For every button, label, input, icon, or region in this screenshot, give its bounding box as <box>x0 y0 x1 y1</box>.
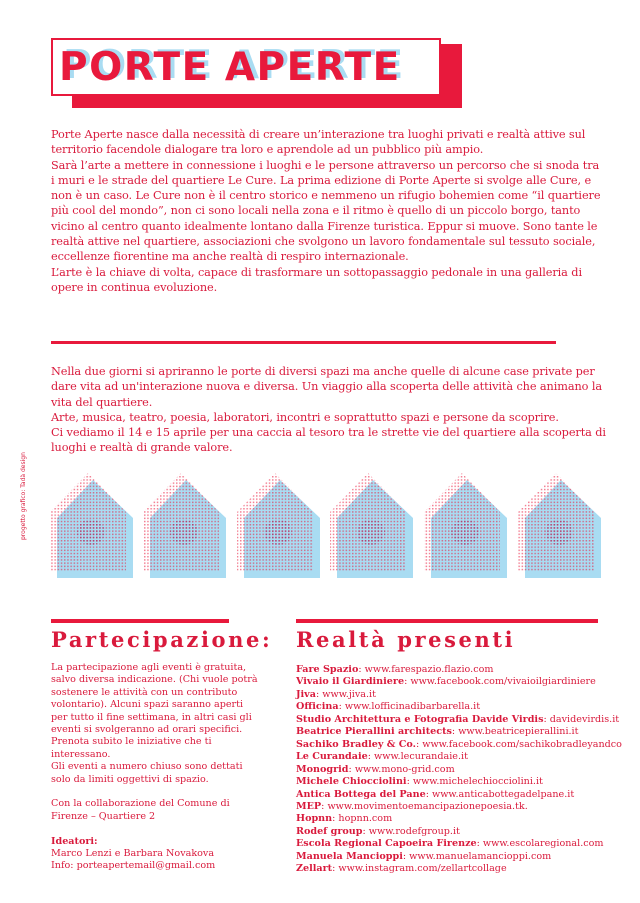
intro-text <box>51 127 606 295</box>
separator-colon: : <box>358 664 365 675</box>
separator-colon: : <box>332 813 339 825</box>
event-days-text <box>51 364 606 456</box>
separator-colon: : <box>367 751 375 763</box>
house-window <box>77 519 105 545</box>
realta-name: Manuela Mancioppi <box>296 850 403 862</box>
page-title: PORTE APERTE <box>59 45 401 90</box>
list-item <box>296 764 616 776</box>
ideatori-label: Ideatori: <box>51 835 98 847</box>
partecipazione-bar <box>51 619 229 623</box>
realta-name: Beatrice Pierallini architects <box>296 726 452 738</box>
realta-name: Studio Architettura e Fotografia Davide Virdis <box>296 713 544 725</box>
list-item <box>296 789 616 801</box>
list-item <box>296 751 616 763</box>
house-icon <box>518 473 601 578</box>
realta-link[interactable]: www.beatricepierallini.it <box>458 726 579 738</box>
realta-name: Monogrid <box>296 763 349 775</box>
list-item <box>296 801 616 813</box>
list-item <box>296 664 616 676</box>
house-window <box>357 519 385 545</box>
list-item <box>296 826 616 838</box>
list-item <box>296 676 616 688</box>
list-item <box>296 738 622 751</box>
realta-link[interactable]: hopnn.com <box>338 813 393 825</box>
realta-name: Zellart <box>296 863 333 875</box>
houses-illustration <box>0 460 640 590</box>
separator-colon: : <box>321 800 328 812</box>
list-item <box>296 689 616 701</box>
house-icon <box>143 473 226 578</box>
separator-colon: : <box>425 788 432 800</box>
design-credit: progetto grafico: Tadà design <box>20 452 27 540</box>
realta-name: Sachiko Bradley & Co. <box>296 738 416 750</box>
separator-colon: : <box>451 726 459 738</box>
separator-colon: : <box>332 863 339 875</box>
realta-name: Officina <box>296 701 339 713</box>
separator-colon: : <box>543 713 550 725</box>
separator-colon: : <box>315 688 323 700</box>
section-divider <box>51 341 556 344</box>
realta-link[interactable]: www.lofficinadibarbarella.it <box>344 701 481 713</box>
realta-name: Vivaio il Giardiniere <box>296 676 405 688</box>
realta-name: Antica Bottega del Pane <box>296 788 426 800</box>
days-paragraph: Arte, musica, teatro, poesia, laboratori, incontri e soprattutto spazi e persone da scoprire. <box>51 410 559 424</box>
realta-name: Michele Chiocciolini <box>296 776 407 788</box>
realta-link[interactable]: www.rodefgroup.it <box>368 825 460 837</box>
intro-paragraph: Porte Aperte nasce dalla necessità di creare un’interazione tra luoghi privati e realtà attive sul territorio facendole dialogare tra loro e aprendole ad un pubblico più ampio. <box>51 128 586 157</box>
house-icon <box>330 473 413 578</box>
realta-link[interactable]: www.anticabottegadelpane.it <box>431 788 575 800</box>
realta-link[interactable]: www.mono-grid.com <box>354 763 455 775</box>
list-item <box>296 813 616 825</box>
partecipazione-heading: Partecipazione: <box>51 627 273 652</box>
house-window <box>451 519 479 545</box>
separator-colon: : <box>404 676 411 688</box>
list-item <box>296 851 616 863</box>
list-item <box>296 701 616 713</box>
realta-heading: Realtà presenti <box>296 627 516 652</box>
separator-colon: : <box>406 776 413 788</box>
list-item <box>296 776 616 788</box>
ideatori-names: Marco Lenzi e Barbara Novakova <box>51 848 215 860</box>
house-icon <box>237 473 320 578</box>
days-paragraph: Nella due giorni si apriranno le porte di diversi spazi ma anche quelle di alcune case private per dare vita ad un'interazione nuova e diversa. Un viaggio alla scoperta delle attività che animano la vita del quartiere. <box>51 365 603 409</box>
separator-colon: : <box>415 738 423 750</box>
realta-link[interactable]: www.manuelamancioppi.com <box>409 850 552 862</box>
intro-paragraph: L’arte è la chiave di volta, capace di trasformare un sottopassaggio pedonale in una galleria di opere in continua evoluzione. <box>51 265 582 294</box>
separator-colon: : <box>338 701 345 713</box>
separator-colon: : <box>348 763 355 775</box>
house-window <box>170 519 198 545</box>
house-icon <box>424 473 507 578</box>
intro-paragraph: Sarà l’arte a mettere in connessione i luoghi e le persone attraverso un percorso che si snoda tra i muri e le strade del quartiere Le Cure. La prima edizione di Porte Aperte si svolge alle Cure, e non è un caso. Le Cure non è il centro storico e nemmeno un rifugio bohemien come “il quartiere più cool del mondo”, non ci sono locali nella zona e il ritmo è quello di un piccolo borgo, tanto vicino al centro quanto idealmente lontano dalla Firenze turistica. Eppur si muove. Sono tante le realtà attive nel quartiere, associazioni che svolgono un lavoro fondamentale sul tessuto sociale, eccellenze fiorentine ma anche realtà di respiro internazionale. <box>51 158 601 264</box>
partecipazione-text: La partecipazione agli eventi è gratuita, salvo diversa indicazione. (Chi vuole potrà sostenere le attività con un contributo volontario). Alcuni spazi saranno aperti per tutto il fine settimana, in altri casi gli eventi si svolgeranno ad orari specifici. Prenota subito le iniziative che ti interessano. <box>51 662 258 760</box>
collaboration-text: Con la collaborazione del Comune di Firenze – Quartiere 2 <box>51 798 230 822</box>
partecipazione-body <box>51 662 261 873</box>
realta-link[interactable]: www.lecurandaie.it <box>374 751 468 763</box>
realta-link[interactable]: www.farespazio.flazio.com <box>364 664 494 675</box>
realta-link[interactable]: www.escolaregional.com <box>482 838 604 850</box>
realta-link[interactable]: www.facebook.com/sachikobradleyandco <box>422 738 622 750</box>
realta-link[interactable]: www.instagram.com/zellartcollage <box>338 863 507 875</box>
info-email[interactable]: Info: porteapertemail@gmail.com <box>51 860 216 872</box>
partecipazione-text-2: Gli eventi a numero chiuso sono dettati solo da limiti oggettivi di spazio. <box>51 761 243 785</box>
realta-name: Escola Regional Capoeira Firenze <box>296 838 477 850</box>
house-icon <box>50 473 133 578</box>
realta-list <box>296 664 622 876</box>
realta-link[interactable]: www.movimentoemancipazionepoesia.tk. <box>327 800 528 812</box>
realta-name: Rodef group <box>296 825 363 837</box>
list-item <box>296 838 616 850</box>
days-paragraph: Ci vediamo il 14 e 15 aprile per una caccia al tesoro tra le strette vie del quartiere alla scoperta di luoghi e realtà di grande valore. <box>51 426 606 455</box>
realta-link[interactable]: www.michelechiocciolini.it <box>412 776 543 788</box>
realta-name: MEP <box>296 800 322 812</box>
realta-link[interactable]: davidevirdis.it <box>549 713 620 725</box>
realta-name: Hopnn <box>296 813 333 825</box>
house-window <box>264 519 292 545</box>
realta-name: Jiva <box>296 688 316 700</box>
separator-colon: : <box>362 825 369 837</box>
house-window <box>545 519 573 545</box>
separator-colon: : <box>476 838 483 850</box>
list-item <box>296 863 616 875</box>
realta-bar <box>296 619 598 623</box>
list-item <box>296 726 616 738</box>
list-item <box>296 713 620 726</box>
realta-name: Le Curandaie <box>296 751 368 763</box>
realta-link[interactable]: www.facebook.com/vivaioilgiardiniere <box>410 676 596 688</box>
realta-link[interactable]: www.jiva.it <box>322 688 376 700</box>
realta-name: Fare Spazio <box>296 664 359 675</box>
separator-colon: : <box>402 850 410 862</box>
